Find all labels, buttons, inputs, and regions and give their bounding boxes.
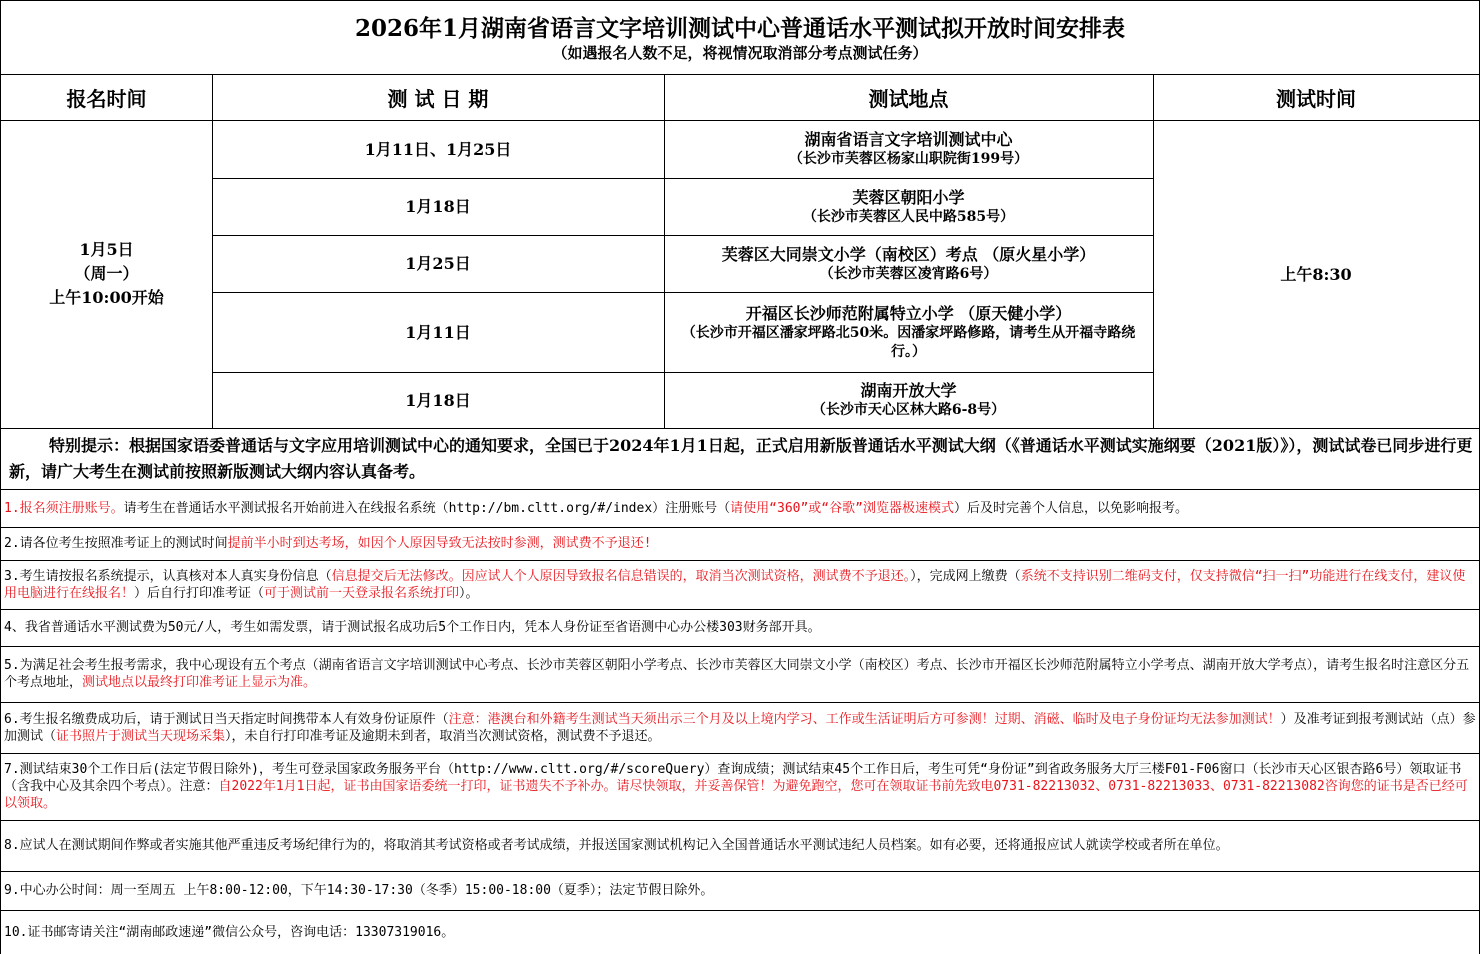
date-cell: 1月11日 [212,292,665,373]
header-location: 测试地点 [664,74,1154,121]
location-cell [664,235,1154,293]
note-3 [0,560,1480,610]
registration-start: 上午10:00开始 [49,288,164,307]
note-7-warning: 自2022年1月1日起，证书由国家语委统一打印，证书遗失不予补办。请尽快领取，并妥善保管！为避免跑空，您可在领取证书前先致电0731-82213032、0731-82213033、0731-82213082咨询您的证书是否已经可以领取。 [4,779,1468,811]
test-time-cell: 上午8:30 [1153,120,1480,429]
note-10 [0,910,1480,954]
note-3-text: 3.考生请按报名系统提示，认真核对本人真实身份信息（ [4,568,332,584]
note-4-text: 4、我省普通话水平测试费为50元/人，考生如需发票，请于测试报名成功后5个工作日内，凭本人身份证至省语测中心办公楼303财务部开具。 [4,620,821,635]
note-9-text: 9.中心办公时间：周一至周五 上午8:00-12:00，下午14:30-17:30（冬季）15:00-18:00（夏季）；法定节假日除外。 [4,883,714,898]
note-6-tail: ），未自行打印准考证及逾期未到者，取消当次测试资格，测试费不予退还。 [225,728,661,744]
note-7-text: 7.测试结束30个工作日后(法定节假日除外)，考生可登录国家政务服务平台（http://www.cltt.org/#/scoreQuery）查询成绩；测试结束45个工作日后，考生可凭“身份证”到省政务服务大厅三楼F01-F06窗口（长沙市天心区银杏路6号）领取证书（含我中心及其余四个考点）。注意： [4,762,1462,794]
note-1 [0,489,1480,528]
page-subtitle: （如遇报名人数不足，将视情况取消部分考点测试任务） [552,43,928,62]
note-3-text: ），完成网上缴费（ [910,568,1021,584]
note-4 [0,609,1480,647]
note-7 [0,753,1480,821]
location-cell [664,120,1154,179]
header-registration: 报名时间 [0,74,213,121]
date-cell: 1月25日 [212,235,665,293]
title-block [0,0,1480,75]
location-address: （长沙市天心区林大路6-8号） [811,402,1006,418]
note-6-text: 6.考生报名缴费成功后，请于测试日当天指定时间携带本人有效身份证原件（ [4,711,449,727]
location-address: （长沙市芙蓉区杨家山职院街199号） [788,151,1029,167]
header-test-date: 测 试 日 期 [212,74,665,121]
note-5-text: 5.为满足社会考生报考需求，我中心现设有五个考点（湖南省语言文字培训测试中心考点、长沙市芙蓉区朝阳小学考点、长沙市芙蓉区大同崇文小学（南校区）考点、长沙市开福区长沙师范附属特立小学考点、湖南开放大学考点），请考生报名时注意区分五个考点地址， [4,658,1470,690]
note-3-payment: 系统不支持识别二维码支付，仅支持微信“扫一扫”功能进行在线支付，建议使用电脑进行在线报名！ [4,568,1466,601]
date-cell: 1月18日 [212,178,665,236]
location-name: 芙蓉区朝阳小学 [852,187,965,207]
note-5 [0,646,1480,703]
header-test-time: 测试时间 [1153,74,1480,121]
note-3-warning: 信息提交后无法修改。因应试人个人原因导致报名信息错误的，取消当次测试资格，测试费不予退还。 [331,568,911,584]
note-3-print: 可于测试前一天登录报名系统打印 [264,585,460,601]
note-6-warning: 注意：港澳台和外籍考生测试当天须出示三个月及以上境内学习、工作或生活证明后方可参测！过期、消磁、临时及电子身份证均无法参加测试！ [448,711,1281,727]
note-1-text: 请考生在普通话水平测试报名开始前进入在线报名系统（http://bm.cltt.org/#/index）注册账号（ [123,500,731,516]
note-3-text: ）后自行打印准考证（ [134,585,265,601]
page-title: 2026年1月湖南省语言文字培训测试中心普通话水平测试拟开放时间安排表 [354,14,1126,42]
note-8 [0,820,1480,872]
note-1-tail: ）后及时完善个人信息，以免影响报考。 [953,500,1188,516]
registration-date: 1月5日 [79,240,134,259]
note-6-text: ）及准考证到报考测试站（点）参加测试（ [4,711,1476,744]
location-address: （长沙市芙蓉区人民中路585号） [802,208,1015,225]
location-name: 湖南开放大学 [860,381,957,400]
registration-cell [0,120,213,429]
location-name: 开福区长沙师范附属特立小学 （原天健小学） [745,303,1072,323]
location-cell [664,372,1154,429]
location-name: 湖南省语言文字培训测试中心 [804,130,1013,149]
note-6-photo: 证书照片于测试当天现场采集 [56,728,226,744]
location-cell [664,178,1154,236]
note-2-warning: 提前半小时到达考场，如因个人原因导致无法按时参测，测试费不予退还! [227,536,652,551]
note-1-number: 1. [4,500,20,516]
registration-weekday: （周一） [74,264,139,283]
location-address: （长沙市开福区潘家坪路北50米。因潘家坪路修路，请考生从开福寺路绕行。） [681,324,1136,360]
note-1-browser: 请使用“360”或“谷歌”浏览器极速模式 [730,500,954,516]
note-5-warning: 测试地点以最终打印准考证上显示为准。 [82,675,317,690]
date-cell: 1月18日 [212,372,665,429]
note-9 [0,871,1480,911]
note-8-text: 8.应试人在测试期间作弊或者实施其他严重违反考场纪律行为的，将取消其考试资格或者考试成绩，并报送国家测试机构记入全国普通话水平测试违纪人员档案。如有必要，还将通报应试人就读学校或者所在单位。 [4,838,1229,853]
location-address: （长沙市芙蓉区凌宵路6号） [819,265,998,282]
location-name: 芙蓉区大同崇文小学（南校区）考点 （原火星小学） [721,244,1096,264]
special-notice: 特别提示：根据国家语委普通话与文字应用培训测试中心的通知要求，全国已于2024年1月1日起，正式启用新版普通话水平测试大纲（《普通话水平测试实施纲要（2021版）》），测试试卷已同步进行更新，请广大考生在测试前按照新版测试大纲内容认真备考。 [0,428,1480,490]
note-1-highlight: 报名须注册账号。 [19,500,124,516]
note-10-text: 10.证书邮寄请关注“湖南邮政速递”微信公众号，咨询电话：13307319016。 [4,924,455,940]
note-2-text: 2.请各位考生按照准考证上的测试时间 [4,536,228,551]
note-3-tail: ）。 [459,585,479,601]
location-cell [664,292,1154,373]
note-6 [0,702,1480,754]
date-cell: 1月11日、1月25日 [212,120,665,179]
note-2 [0,527,1480,561]
